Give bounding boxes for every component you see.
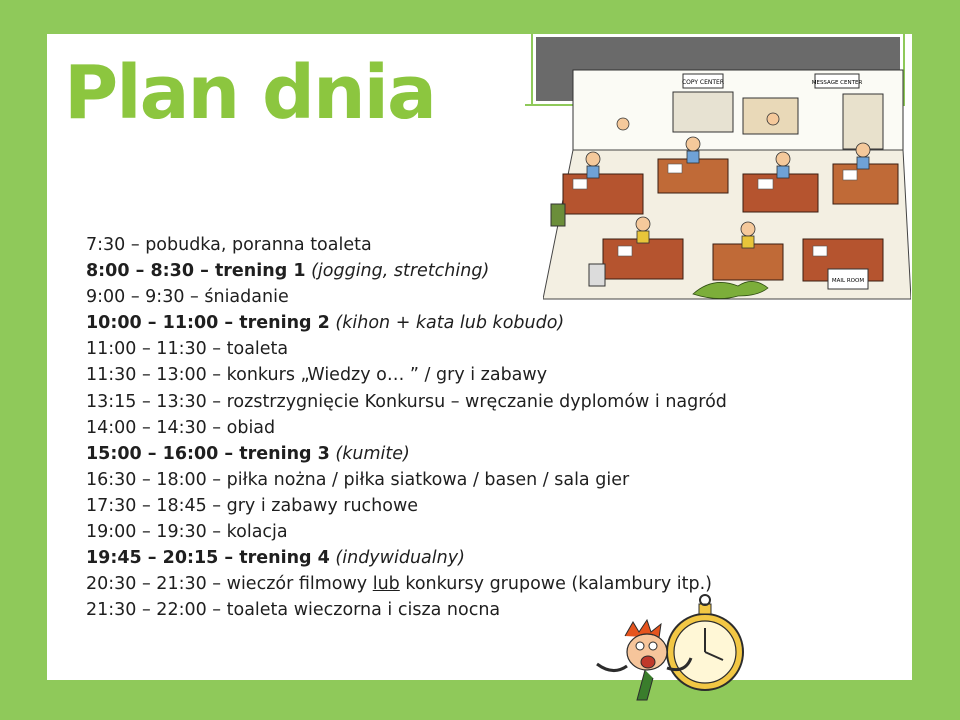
schedule-item: 11:00 – 11:30 – toaleta (86, 339, 289, 360)
mail-room-sign: MAIL ROOM (831, 278, 865, 284)
schedule-item: 19:00 – 19:30 – kolacja (86, 522, 288, 543)
schedule-item: 21:30 – 22:00 – toaleta wieczorna i cisza nocna (86, 600, 501, 621)
schedule-item: 15:00 – 16:00 – trening 3 (kumite) (86, 443, 410, 464)
page-title: Plan dnia (64, 50, 435, 136)
schedule-item: 8:00 – 8:30 – trening 1 (jogging, stretching) (86, 261, 490, 282)
schedule-item: 11:30 – 13:00 – konkurs „Wiedzy o… ” / gry i zabawy (86, 365, 548, 386)
schedule-item: 7:30 – pobudka, poranna toaleta (86, 235, 372, 255)
schedule-item: 16:30 – 18:00 – piłka nożna / piłka siatkowa / basen / sala gier (86, 469, 630, 490)
schedule-item: 17:30 – 18:45 – gry i zabawy ruchowe (86, 495, 419, 516)
schedule-item: 19:45 – 20:15 – trening 4 (indywidualny) (86, 548, 465, 569)
message-center-sign: MESSAGE CENTER (811, 80, 863, 86)
schedule-item: 10:00 – 11:00 – trening 2 (kihon + kata lub kobudo) (86, 313, 565, 334)
office-cartoon-illustration (543, 64, 911, 304)
running-late-clock-illustration (585, 588, 750, 706)
schedule-item: 20:30 – 21:30 – wieczór filmowy lub konkursy grupowe (kalambury itp.) (86, 574, 712, 595)
schedule-item: 14:00 – 14:30 – obiad (86, 417, 276, 438)
schedule-item: 9:00 – 9:30 – śniadanie (86, 287, 289, 308)
schedule-item: 13:15 – 13:30 – rozstrzygnięcie Konkursu – wręczanie dyplomów i nagród (86, 391, 727, 412)
copy-center-sign: COPY CENTER (681, 79, 725, 86)
